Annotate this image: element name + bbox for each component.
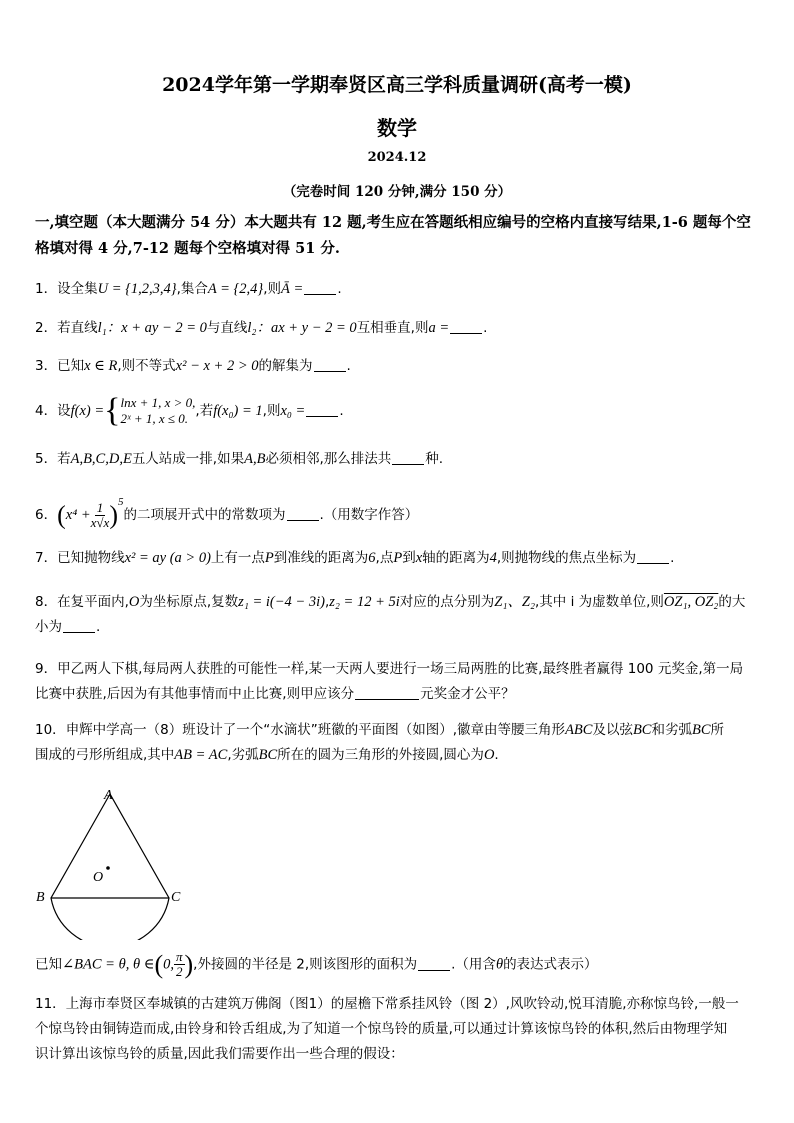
subject-title: 数学 — [377, 116, 417, 140]
question-10: 10．申辉中学高一（8）班设计了一个“水滴状”班徽的平面图（如图）,徽章由等腰三角形ABC及以弦BC和劣弧BC所 围成的弓形所组成,其中AB = AC,劣弧BC所在的圆为三角形的外接圆,圆心为O. — [35, 722, 725, 763]
answer-blank — [304, 280, 336, 295]
question-3: 3．已知x ∈ R,则不等式x² − x + 2 > 0的解集为 . — [35, 358, 351, 374]
answer-blank — [355, 685, 419, 700]
answer-blank — [306, 402, 338, 417]
exam-title: 2024学年第一学期奉贤区高三学科质量调研(高考一模) — [162, 74, 632, 96]
label-c: C — [171, 890, 181, 905]
answer-blank — [637, 549, 669, 564]
triangle-and-arc — [51, 794, 169, 940]
question-4: 4．设f(x) = { lnx + 1, x > 0, 2ˣ + 1, x ≤ 0. ,若f(x₀) = 1,则x₀ = . — [35, 392, 344, 429]
question-11: 11．上海市奉贤区奉城镇的古建筑万佛阁（图1）的屋檐下常系挂风铃（图 2）,风吹铃动,悦耳清脆,亦称惊鸟铃,一般一 个惊鸟铃由铜铸造而成,由铃身和铃舌组成,为了知道一个惊鸟铃的质量,可以通过计算该惊鸟铃的体积,然后由物理学知 识计算出该惊鸟铃的质量,因此我们需要作出一些合理的假设： — [35, 996, 739, 1062]
question-5: 5．若A,B,C,D,E五人站成一排,如果A,B必须相邻,那么排法共 种. — [35, 451, 444, 467]
center-point — [106, 866, 110, 870]
answer-blank — [63, 618, 95, 633]
question-9: 9．甲乙两人下棋,每局两人获胜的可能性一样,某一天两人要进行一场三局两胜的比赛,最终胜者赢得 100 元奖金,第一局 比赛中获胜,后因为有其他事情而中止比赛,则甲应该分 元奖金才公平？ — [35, 661, 744, 702]
question-2: 2．若直线l₁：x + ay − 2 = 0与直线l₂：ax + y − 2 = 0互相垂直,则a = . — [35, 320, 488, 336]
exam-date: 2024.12 — [367, 150, 427, 165]
question-6: 6．(x⁴ + $\frac{1}{x√x}$ )$^5$的二项展开式中的常数项为 .（用数字作答） — [35, 496, 419, 530]
section-heading: 一,填空题（本大题满分 54 分）本大题共有 12 题,考生应在答题纸相应编号的空格内直接写结果,1-6 题每个空格填对得 4 分,7-12 题每个空格填对得 51 分. — [35, 214, 751, 257]
answer-blank — [450, 319, 482, 334]
fraction: $\frac{\pi}{2}$ — [175, 949, 183, 979]
question-10-condition: 已知∠BAC = θ, θ ∈(0, $\frac{\pi}{2}$ ),外接圆的半径是 2,则该图形的面积为 .（用含θ的表达式表示） — [35, 949, 598, 979]
answer-blank — [314, 357, 346, 372]
label-b: B — [36, 890, 45, 905]
label-a: A — [104, 788, 113, 803]
answer-blank — [287, 506, 319, 521]
question-1: 1．设全集U = {1,2,3,4},集合A = {2,4},则Ā = . — [35, 281, 342, 297]
water-drop-figure — [30, 780, 190, 940]
piecewise-function: { lnx + 1, x > 0, 2ˣ + 1, x ≤ 0. — [104, 392, 196, 429]
exam-info: （完卷时间 120 分钟,满分 150 分） — [282, 184, 512, 200]
question-7: 7．已知抛物线x² = ay (a > 0)上有一点P到准线的距离为6,点P到x轴的距离为4,则抛物线的焦点坐标为 . — [35, 550, 675, 566]
answer-blank — [418, 956, 450, 971]
answer-blank — [392, 450, 424, 465]
label-o: O — [93, 870, 104, 885]
question-8: 8．在复平面内,O为坐标原点,复数z₁ = i(−4 − 3i),z₂ = 12 + 5i对应的点分别为Z₁、Z₂,其中 i 为虚数单位,则OZ₁, OZ₂的大 小为 . — [35, 594, 746, 635]
fraction: $\frac{1}{x√x}$ — [90, 499, 110, 530]
